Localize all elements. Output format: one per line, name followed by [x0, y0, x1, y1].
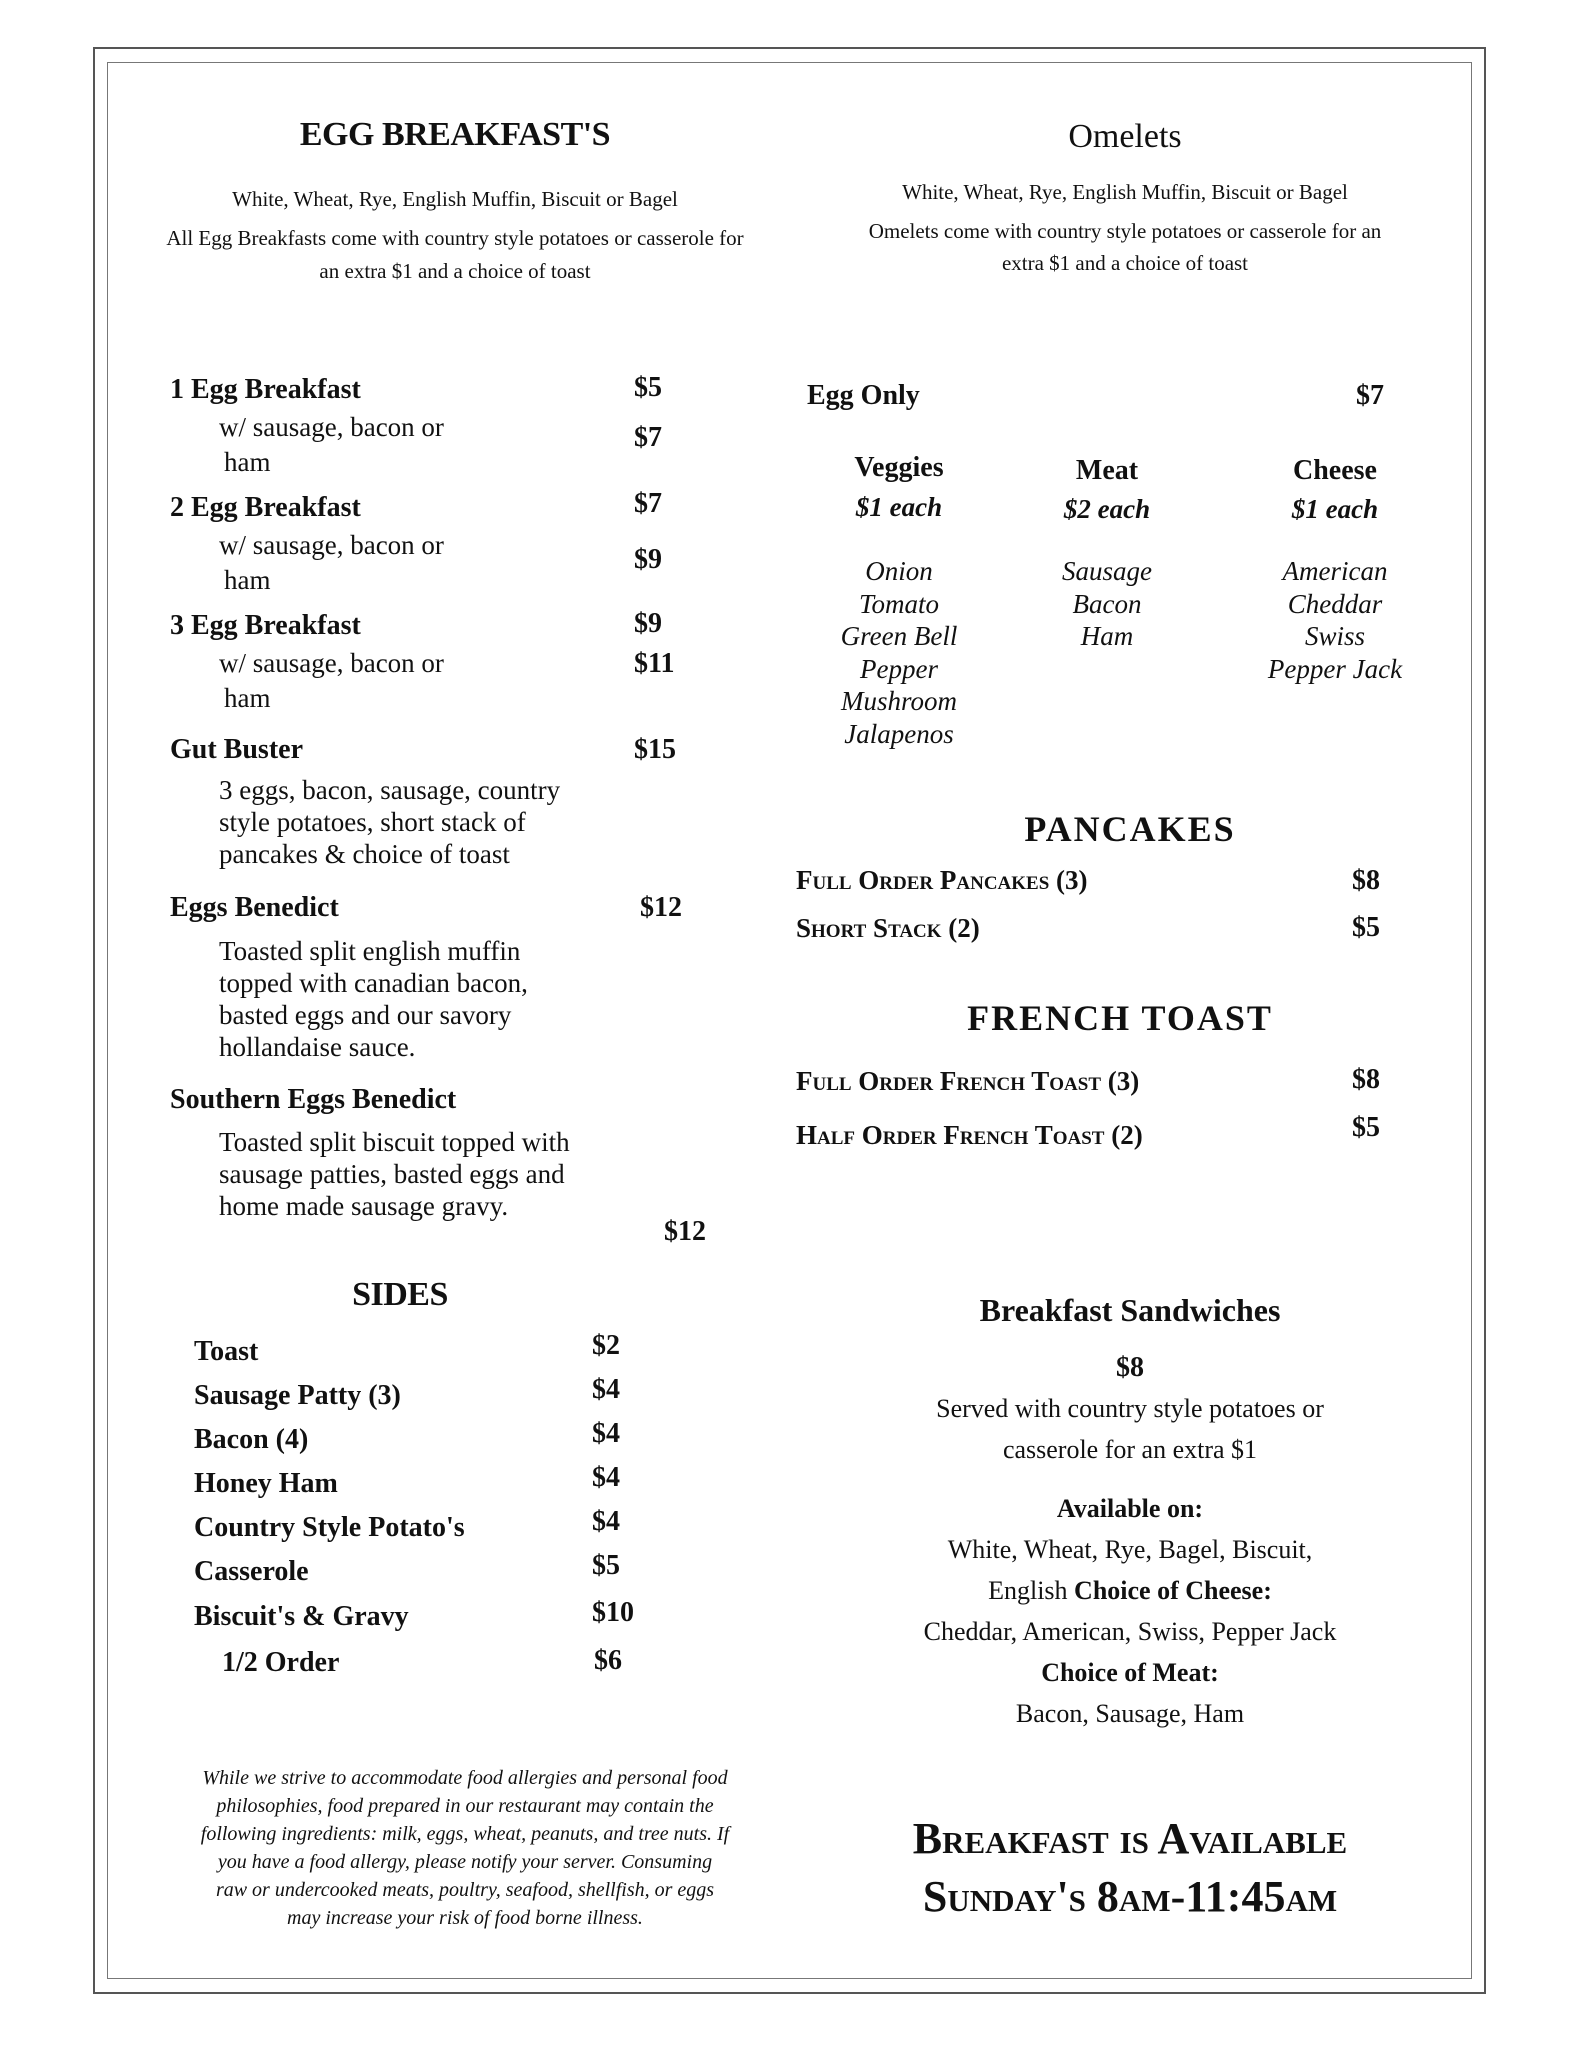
availability-banner: Breakfast is Available Sunday's 8am-11:45am — [912, 1814, 1348, 1921]
side-price: $4 — [592, 1462, 620, 1493]
sandwiches-price: $8 — [1116, 1352, 1144, 1383]
menu-item-price: $5 — [634, 372, 662, 403]
gut-buster-desc: style potatoes, short stack of — [219, 807, 526, 837]
pancake-item-name: Full Order Pancakes (3) — [796, 865, 1088, 895]
southern-benedict-desc: Toasted split biscuit topped with — [219, 1127, 570, 1157]
gut-buster-desc: pancakes & choice of toast — [219, 839, 510, 869]
menu-item-name: 1 Egg Breakfast — [170, 374, 361, 405]
omelets-note-2: extra $1 and a choice of toast — [1001, 251, 1249, 275]
french-toast-item-name: Full Order French Toast (3) — [796, 1066, 1140, 1096]
menu-item-name: 3 Egg Breakfast — [170, 610, 361, 641]
southern-benedict-price: $12 — [664, 1216, 706, 1247]
pancakes-title: PANCAKES — [1024, 809, 1236, 849]
side-price: $4 — [592, 1418, 620, 1449]
menu-item-price: $7 — [634, 488, 662, 519]
addon-text: w/ sausage, bacon or — [219, 530, 444, 560]
omelet-column-options: American Cheddar Swiss Pepper Jack — [1267, 556, 1403, 684]
side-name: 1/2 Order — [222, 1647, 340, 1678]
egg-breakfasts-note-2: an extra $1 and a choice of toast — [319, 259, 591, 283]
sides-title: SIDES — [352, 1276, 448, 1313]
side-price: $2 — [592, 1330, 620, 1361]
side-name: Country Style Potato's — [194, 1512, 465, 1543]
side-price: $4 — [592, 1374, 620, 1405]
french-toast-title: FRENCH TOAST — [967, 998, 1273, 1038]
egg-breakfasts-title: EGG BREAKFAST'S — [299, 116, 611, 153]
sandwiches-title: Breakfast Sandwiches — [979, 1292, 1281, 1328]
french-toast-item-price: $5 — [1352, 1112, 1380, 1143]
side-name: Casserole — [194, 1556, 309, 1587]
omelet-column-price: $1 each — [855, 492, 943, 522]
pancake-item-name: Short Stack (2) — [796, 913, 980, 943]
addon-text: w/ sausage, bacon or — [219, 648, 444, 678]
addon-text: w/ sausage, bacon or — [219, 412, 444, 442]
french-toast-item-price: $8 — [1352, 1064, 1380, 1095]
side-name: Biscuit's & Gravy — [194, 1601, 409, 1632]
omelets-title: Omelets — [1068, 118, 1182, 155]
side-price: $10 — [592, 1597, 634, 1628]
southern-benedict-desc: home made sausage gravy. — [219, 1191, 509, 1221]
side-name: Toast — [194, 1336, 259, 1367]
side-name: Sausage Patty (3) — [194, 1380, 401, 1411]
omelets-note-1: Omelets come with country style potatoes or casserole for an — [868, 219, 1382, 243]
southern-benedict-desc: sausage patties, basted eggs and — [219, 1159, 565, 1189]
addon-price: $9 — [634, 544, 662, 575]
side-name: Bacon (4) — [194, 1424, 309, 1455]
gut-buster-name: Gut Buster — [170, 734, 303, 765]
pancake-item-price: $5 — [1352, 912, 1380, 943]
omelet-column-price: $1 each — [1291, 494, 1379, 524]
egg-breakfasts-breads: White, Wheat, Rye, English Muffin, Biscuit or Bagel — [232, 187, 678, 211]
gut-buster-desc: 3 eggs, bacon, sausage, country — [219, 775, 561, 805]
addon-price: $11 — [634, 648, 675, 679]
sandwiches-served: Served with country style potatoes or casserole for an extra $1 — [936, 1394, 1324, 1464]
sandwiches-options: Available on: White, Wheat, Rye, Bagel, Biscuit, English Choice of Cheese: Cheddar, American, Swiss, Pepper Jack Choice of Meat: Bacon, Sausage, Ham — [923, 1494, 1337, 1728]
omelet-column-title: Veggies — [854, 452, 944, 483]
side-price: $5 — [592, 1550, 620, 1581]
allergy-notice: While we strive to accommodate food allergies and personal food philosophies, food prepared in our restaurant may contain the following ingredients: milk, eggs, wheat, peanuts, and tree nuts. If you have a food allergy, please notify your server. Consuming raw or undercooked meats, poultry, seafood, shellfish, or eggs may increase your risk of food borne illness. — [200, 1767, 730, 1929]
pancake-item-price: $8 — [1352, 865, 1380, 896]
side-price: $4 — [592, 1506, 620, 1537]
eggs-benedict-desc: Toasted split english muffin — [219, 936, 521, 966]
side-price: $6 — [594, 1645, 622, 1676]
eggs-benedict-price: $12 — [640, 892, 682, 923]
eggs-benedict-desc: hollandaise sauce. — [219, 1032, 416, 1062]
addon-price: $7 — [634, 422, 662, 453]
egg-only-name: Egg Only — [807, 380, 920, 411]
french-toast-item-name: Half Order French Toast (2) — [796, 1120, 1143, 1150]
omelet-column-options: Sausage Bacon Ham — [1062, 556, 1152, 651]
eggs-benedict-name: Eggs Benedict — [170, 892, 339, 923]
addon-text: ham — [224, 565, 271, 595]
egg-only-price: $7 — [1356, 380, 1384, 411]
side-name: Honey Ham — [194, 1468, 338, 1499]
southern-benedict-name: Southern Eggs Benedict — [170, 1084, 457, 1115]
omelet-column-title: Cheese — [1293, 455, 1377, 486]
omelet-column-price: $2 each — [1063, 494, 1151, 524]
omelet-column-options: Onion Tomato Green Bell Pepper Mushroom Jalapenos — [840, 556, 958, 749]
addon-text: ham — [224, 447, 271, 477]
egg-breakfasts-note-1: All Egg Breakfasts come with country style potatoes or casserole for — [166, 226, 744, 250]
eggs-benedict-desc: basted eggs and our savory — [219, 1000, 512, 1030]
omelets-breads: White, Wheat, Rye, English Muffin, Biscuit or Bagel — [902, 180, 1348, 204]
eggs-benedict-desc: topped with canadian bacon, — [219, 968, 528, 998]
addon-text: ham — [224, 683, 271, 713]
gut-buster-price: $15 — [634, 734, 676, 765]
menu-item-price: $9 — [634, 608, 662, 639]
menu-item-name: 2 Egg Breakfast — [170, 492, 361, 523]
omelet-column-title: Meat — [1075, 455, 1139, 486]
